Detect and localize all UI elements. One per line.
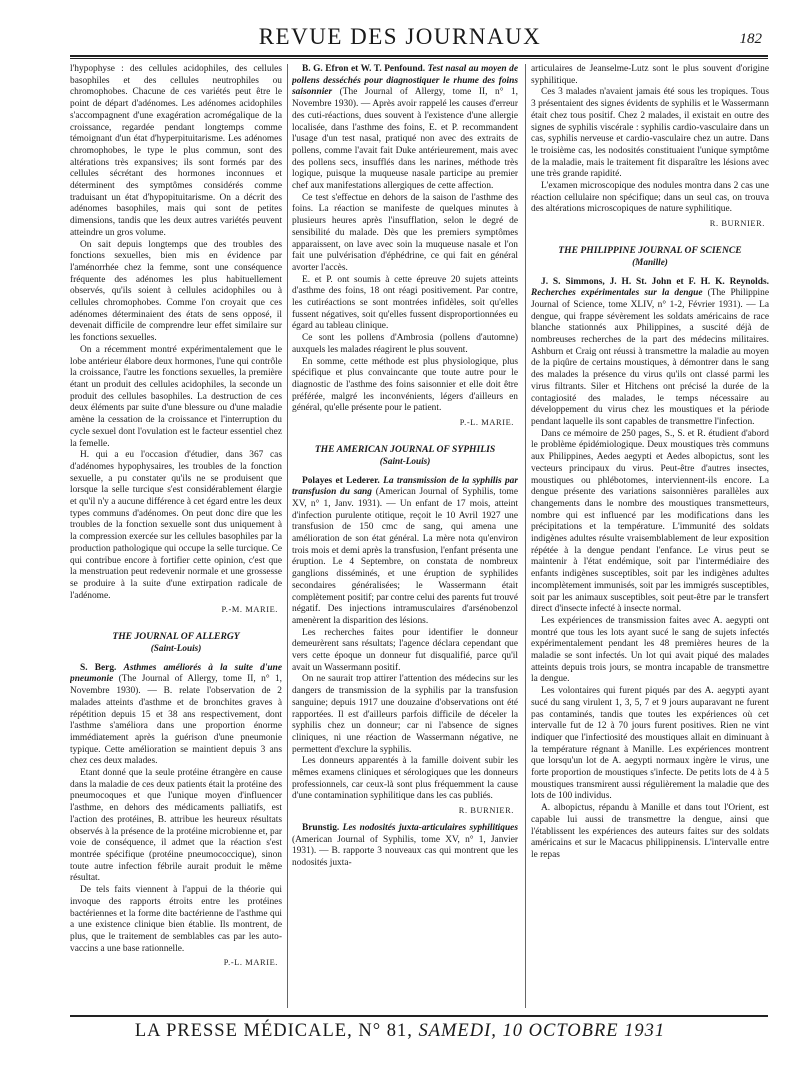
journal-location: (Saint-Louis) [150, 643, 202, 654]
signature: P.-L. MARIE. [459, 418, 514, 428]
paragraph: A. albopictus, répandu à Manille et dans tout l'Orient, est capable lui aussi de transmettre la dengue, ainsi que l'établissent les expériences des auteurs faites sur des soldats américains et sur le Macacus philippinensis. L'intervalle entre le repas [531, 803, 769, 860]
article-title: La transmission de la syphilis par transfusion du sang [292, 475, 518, 498]
header-rule-thin [70, 58, 768, 59]
paragraph: L'examen microscopique des nodules montra dans 2 cas une réaction cellulaire non spécifique; dans un seul cas, on trouva des altérations microscopiques de nature syphilitique. [531, 181, 769, 215]
column-3 [531, 64, 769, 1008]
journal-title: THE JOURNAL OF ALLERGY [112, 631, 240, 643]
article-authors: S. Berg. [80, 662, 117, 673]
paragraph: On a récemment montré expérimentalement que le lobe antérieur élabore deux hormones, l'une qui contrôle la croissance, l'autre les fonctions sexuelles, la première étant un produit des cellules acidophiles, la seconde un produit des cellules basophiles. La destruction de ces deux éléments par suite d'une blessure ou d'une maladie amène la cessation de la croissance et l'interruption du cycle sexuel dont l'ovulation est le facteur essentiel chez la femelle. [70, 344, 282, 449]
paragraph: Ce sont les pollens d'Ambrosia (pollens d'automne) auxquels les malades réagirent le plus souvent. [292, 333, 518, 355]
page-footer [0, 1021, 800, 1042]
paragraph: H. qui a eu l'occasion d'étudier, dans 367 cas d'adénomes hypophysaires, les troubles de la fonction sexuelle, a pu constater qu'ils ne se produisent que lorsque la selle turcique s'est considérablement élargie et qu'il n'y a aucune différence à cet égard entre les deux types communs d'adénomes. On peut donc dire que les troubles de la fonction sexuelle sont dus uniquement à la compression exercée sur les cellules basophiles par la production pathologique qui occupe la selle turcique. Ce qui contribue encore à fortifier cette opinion, c'est que la menstruation peut redevenir normale et une grossesse se produire à la suite d'une extirpation radicale de l'adénome. [70, 450, 282, 601]
paragraph: Ces 3 malades n'avaient jamais été sous les tropiques. Tous 3 présentaient des signes évidents de syphilis et le Wassermann était chez tous positif. Chez 2 malades, il existait en outre des signes de syphilis viscérale : syphilis cardio-vasculaire dans un cas, syphilis nerveuse et cardio-vasculaire chez un autre. Dans le troisième cas, les nodosités constituaient l'unique symptôme de la maladie, mais le traitement fit disparaître les lésions avec une très grande rapidité. [531, 87, 769, 180]
article-body: (The Philippine Journal of Science, tome XLIV, n° 1-2, Février 1931). — La dengue, qui frappe sévèrement les soldats américains de race blanche stationnés aux Philippines, a suscité déjà de nombreuses recherches de la part des médecins militaires. Ashburn et Craig ont réussi à transmettre la maladie au moyen de la piqûre de certains moustiques, à démontrer dans le sang des malades la présence du virus qu'ils ont classé parmi les virus filtrants. Siler et Hitchens ont précisé la durée de la contagiosité des malades, le temps nécessaire au développement du virus chez les moustiques et la période pendant laquelle ils sont capables de transmettre l'infection. [531, 288, 769, 427]
article-body: (The Journal of Allergy, tome II, n° 1, Novembre 1930). — Après avoir rappelé les causes d'erreur des cuti-réactions, dues souvent à l'existence d'une allergie localisée, dans l'asthme des foins, E. et P. recommandent l'usage d'un test nasal, pratiqué non avec des extraits de pollens, comme l'avait fait Duke antérieurement, mais avec des pollens secs, insufflés dans les narines, méthode très logique, puisque la muqueuse nasale participe au premier chef aux manifestations allergiques de cette affection. [292, 87, 518, 192]
paragraph: De tels faits viennent à l'appui de la théorie qui invoque des rapports étroits entre les protéines bactériennes et la forme dite bactérienne de l'asthme qui a une existence clinique bien établie. Ils montrent, de plus, que le traitement de semblables cas par les auto-vaccins a une base rationnelle. [70, 885, 282, 954]
article-authors: Polayes et Lederer. [302, 475, 380, 486]
article-entry [70, 663, 282, 768]
article-authors: J. S. Simmons, J. H. St. John et F. H. K. Reynolds. [541, 276, 769, 287]
signature: P.-L. MARIE. [223, 958, 278, 968]
paragraph: On ne saurait trop attirer l'attention des médecins sur les dangers de transmission de la syphilis par la transfusion sanguine; depuis 1917 une douzaine d'observations ont été rapportées. Il est d'ailleurs parfois difficile de déceler la syphilis chez un donneur; car ni l'absence de signes cliniques, ni une réaction de Wassermann négative, ne permettent d'exclure la syphilis. [292, 674, 518, 755]
article-authors: Brunstig. [302, 822, 340, 833]
column-separator-1 [287, 64, 288, 1008]
footer-rule [70, 1015, 768, 1017]
paragraph: Ce test s'effectue en dehors de la saison de l'asthme des foins. La réaction se manifeste de quelques minutes à plusieurs heures après l'insufflation, selon le degré de sensibilité du malade. Dès que les premiers symptômes apparaissent, on lave avec soin la muqueuse nasale et l'on fait une pulvérisation d'éphédrine, ce qui fait en général avorter l'accès. [292, 192, 518, 273]
article-entry [292, 476, 518, 628]
journal-title: THE PHILIPPINE JOURNAL OF SCIENCE [558, 244, 742, 256]
article-title: Test nasal au moyen de pollens desséchés pour diagnostiquer le rhume des foins saisonnier [292, 64, 518, 98]
paragraph: l'hypophyse : des cellules acidophiles, des cellules basophiles et des cellules neutrophiles ou chromophobes. Chacune de ces variétés peut être le point de départ d'adénomes. Les adénomes acidophiles s'accompagnent d'une exagération acromégalique de la croissance, regardée pendant longtemps comme témoignant d'un état d'hyperpituitarisme. Les adénomes chromophobes, le type le plus commun, sont des altérations très expansives; ils sont formés par des cellules sécrétant des hormones inconnues et déterminent des symptômes considérés comme traduisant un état d'hypopituitarisme. On a décrit des adénomes basophiles, mais qui sont de petites dimensions, tandis que les deux autres variétés peuvent atteindre un gros volume. [70, 64, 282, 238]
journal-title: THE AMERICAN JOURNAL OF SYPHILIS [314, 443, 496, 455]
paragraph: Les recherches faites pour identifier le donneur demeurèrent sans résultats; l'agence déclara cependant que vers cette époque un donneur fut disqualifié, parce qu'il avait un Wassermann positif. [292, 627, 518, 673]
article-entry [292, 64, 518, 193]
article-authors: B. G. Efron et W. T. Penfound. [302, 64, 426, 74]
article-entry [531, 277, 769, 429]
article-title: Asthmes améliorés à la suite d'une pneumonie [70, 662, 282, 685]
paragraph: Dans ce mémoire de 250 pages, S., S. et R. étudient d'abord le problème épidémiologique. Deux moustiques très communs aux Philippines, Aedes aegypti et Aedes albopictus, sont les vecteurs principaux du virus. Peut-être d'autres insectes, moustiques ou phlébotomes, interviennent-ils encore. La dengue présente des variations saisonnières parallèles aux changements dans le nombre des moustiques transmetteurs, nombre qui est influencé par les modifications dans les précipitations et la température. L'immunité des soldats indigènes adultes résulte vraisemblablement de leur exposition répétée à la dengue pendant l'enfance. Le virus peut se maintenir à l'état endémique, soit par l'intermédiaire des enfants indigènes susceptibles, soit par les indigènes adultes incomplètement immunisés, soit par les immigrés susceptibles, soit par les animaux susceptibles, soit peut-être par le transfert direct d'insecte infecté à insecte normal. [531, 428, 769, 615]
signature: R. BURNIER. [458, 806, 514, 816]
column-2 [292, 64, 518, 1008]
article-body: (American Journal of Syphilis, tome XV, n° 1, Janv. 1931). — Un enfant de 17 mois, atteint d'infection purulente otitique, reçoit le 10 Avril 1927 une transfusion de 150 cmc de sang, qui amena une amélioration de son état général. La mère nota qu'environ trois mois et demi après la transfusion, l'enfant présenta une éruption. Le 4 Septembre, on constata de nombreux ganglions disséminés, et une éruption de syphilides secondaires généralisées; le Wassermann était complètement positif; par contre celui des parents fut trouvé négatif. Des injections intramusculaires d'arsénobenzol amenèrent la disparition des lésions. [292, 487, 518, 626]
column-separator-2 [525, 64, 526, 1008]
header-rule [70, 55, 768, 57]
paragraph: Les volontaires qui furent piqués par des A. aegypti ayant sucé du sang virulent 1, 3, 5, 7 et 9 jours auparavant ne furent pas contaminés, tandis que toutes les expériences où cet intervalle fut de 12 à 70 jours furent positives. Rien ne vint indiquer que l'infectiosité des moustiques allait en diminuant à la température régnant à Manille. Les expériences montrent que lorsqu'un lot de A. aegypti normaux ingère le virus, une forte proportion de moustiques s'infecte. De petits lots de 4 à 5 moustiques transmirent aussi régulièrement la maladie que des lots de 100 individus. [531, 686, 769, 802]
journal-location: (Saint-Louis) [379, 455, 431, 466]
signature: R. BURNIER. [709, 219, 765, 229]
article-body: (American Journal of Syphilis, tome XV, n° 1, Janvier 1931). — B. rapporte 3 nouveaux cas qui montrent que les nodosités juxta- [292, 834, 518, 868]
signature: P.-M. MARIE. [221, 605, 278, 615]
page-header [0, 0, 800, 60]
article-title: Recherches expérimentales sur la dengue [531, 288, 703, 299]
paragraph: E. et P. ont soumis à cette épreuve 20 sujets atteints d'asthme des foins, 18 ont réagi positivement. Par contre, les cutiréactions se sont montrées infidèles, soit qu'elles fussent négatives, soit qu'elles fussent disproportionnées eu égard au tableau clinique. [292, 274, 518, 332]
article-entry [292, 823, 518, 870]
footer-journal: LA PRESSE MÉDICALE, N° 81, [134, 1021, 413, 1041]
paragraph: Les donneurs apparentés à la famille doivent subir les mêmes examens cliniques et sérologiques que les donneurs professionnels, car ceux-là sont plus fréquemment la cause d'une contamination syphilitique dans les cas publiés. [292, 756, 518, 802]
journal-location: (Manille) [632, 256, 668, 267]
column-1 [70, 64, 282, 1008]
paragraph: En somme, cette méthode est plus physiologique, plus spécifique et plus convaincante que toute autre pour le diagnostic de l'asthme des foins saisonnier et elle doit être préférée, malgré les inconvénients, légers d'ailleurs en général, qu'elle présente pour le patient. [292, 356, 518, 414]
paragraph: Etant donné que la seule protéine étrangère en cause dans la maladie de ces deux patients était la protéine des pneumocoques et que l'unique moyen d'influencer l'asthme, en dehors des médicaments palliatifs, est l'action des protéines, B. attribue les heureux résultats observés à la présence de la protéine microbienne et, par voie de conséquence, il admet que la réaction s'est montrée spécifique (protéine pneumococcique), sinon toute autre infection fébrile aurait produit le même résultat. [70, 768, 282, 884]
running-title: REVUE DES JOURNAUX [258, 24, 542, 49]
page-number: 182 [739, 31, 762, 47]
article-body: (The Journal of Allergy, tome II, n° 1, Novembre 1930). — B. relate l'observation de 2 malades atteints d'asthme et de bronchites graves à répétition depuis 15 et 38 ans respectivement, dont l'asthme s'améliora dans une proportion énorme immédiatement après la guérison d'une pneumonie typique. Cette amélioration se maintient depuis 3 ans chez ces deux malades. [70, 674, 282, 767]
paragraph: articulaires de Jeanselme-Lutz sont le plus souvent d'origine syphilitique. [531, 64, 769, 86]
footer-date: SAMEDI, 10 OCTOBRE 1931 [418, 1021, 666, 1041]
article-title: Les nodosités juxta-articulaires syphilitiques [342, 822, 518, 833]
paragraph: Les expériences de transmission faites avec A. aegypti ont montré que tous les lots ayant sucé le sang de sujets infectés expérimentalement pendant les 48 premières heures de la maladie se sont infectés. Un lot qui avait piqué des malades atteints depuis trois jours, se montra incapable de transmettre la dengue. [531, 615, 769, 685]
paragraph: On sait depuis longtemps que des troubles des fonctions sexuelles, bien mis en évidence par l'aménorrhée chez la femme, sont une conséquence fréquente des adénomes les plus habituellement observés, qu'ils soient à cellules acidophiles ou à cellules chromophobes. Comme l'on croyait que ces adénomes déterminaient des états de sens opposé, il devenait difficile de comprendre leur effet similaire sur les fonctions sexuelles. [70, 239, 282, 344]
